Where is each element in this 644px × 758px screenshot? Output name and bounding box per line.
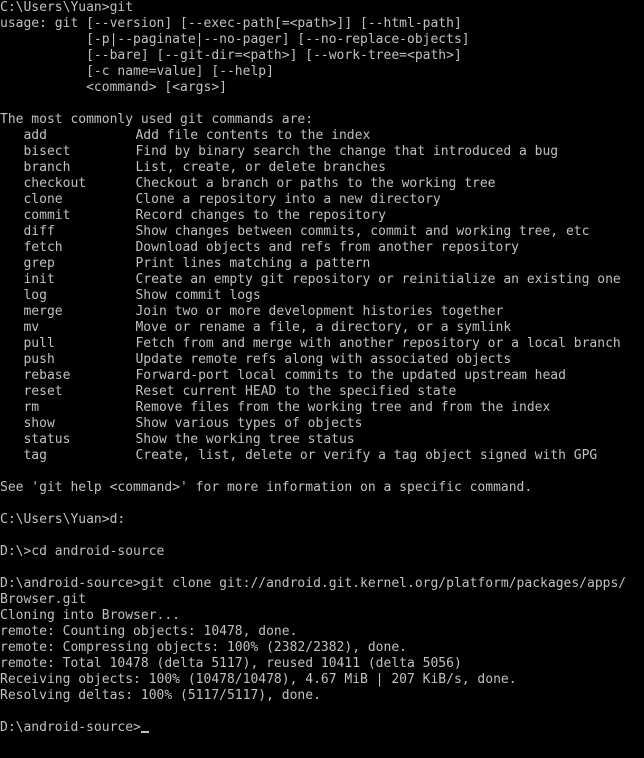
command-row [0,320,644,336]
command-row [0,176,644,192]
command-name: add [23,128,47,143]
output-block-session [0,464,644,720]
command-row [0,384,644,400]
output-line: Browser.git [0,592,87,607]
command-row [0,368,644,384]
command-description: Show changes between commits, commit and working tree, etc [135,224,590,239]
command-name: show [23,416,55,431]
output-line [0,704,644,720]
command-row [0,336,644,352]
command-row [0,224,644,240]
command-description: Record changes to the repository [135,208,386,223]
output-line [0,464,644,480]
command-row [0,272,644,288]
command-name: commit [23,208,71,223]
command-row [0,352,644,368]
command-row [0,304,644,320]
command-name: grep [23,256,55,271]
output-line: [-c name=value] [--help] [0,64,274,79]
command-description: Add file contents to the index [135,128,371,143]
command-name: branch [23,160,71,175]
command-description: Show the working tree status [135,432,355,447]
command-description: List, create, or delete branches [135,160,386,175]
command-name: rm [23,400,40,415]
output-line: Resolving deltas: 100% (5117/5117), done. [0,688,321,703]
command-description: Print lines matching a pattern [135,256,371,271]
command-name: status [23,432,71,447]
command-name: merge [23,304,63,319]
output-line: C:\Users\Yuan>git [0,0,134,15]
command-description: Download objects and refs from another repository [135,240,519,255]
command-list [0,128,644,464]
command-row [0,448,644,464]
command-description: Show various types of objects [135,416,363,431]
command-description: Update remote refs along with associated objects [135,352,512,367]
command-description: Fetch from and merge with another repository or a local branch [135,336,621,351]
command-name: diff [23,224,55,239]
command-name: log [23,288,47,303]
command-row [0,192,644,208]
output-line: [--bare] [--git-dir=<path>] [--work-tree=<path>] [0,48,462,63]
command-row [0,128,644,144]
prompt-text: D:\android-source> [0,720,141,735]
command-name: mv [23,320,40,335]
command-row [0,160,644,176]
command-name: push [23,352,55,367]
output-line [0,96,644,112]
output-line: Cloning into Browser... [0,608,181,623]
output-line: D:\android-source>git clone git://android.git.kernel.org/platform/packages/apps/ [0,576,627,591]
output-line: D:\>cd android-source [0,544,165,559]
command-row [0,432,644,448]
command-description: Create, list, delete or verify a tag object signed with GPG [135,448,598,463]
output-line: C:\Users\Yuan>d: [0,512,126,527]
command-description: Checkout a branch or paths to the working tree [135,176,496,191]
command-name: reset [23,384,63,399]
command-row [0,256,644,272]
command-row [0,400,644,416]
command-name: tag [23,448,47,463]
command-description: Reset current HEAD to the specified state [135,384,457,399]
command-description: Show commit logs [135,288,261,303]
output-line: remote: Total 10478 (delta 5117), reused 10411 (delta 5056) [0,656,462,671]
command-row [0,144,644,160]
output-line: remote: Compressing objects: 100% (2382/2382), done. [0,640,407,655]
command-name: clone [23,192,63,207]
text-cursor [141,731,149,733]
command-description: Find by binary search the change that introduced a bug [135,144,559,159]
output-line: Receiving objects: 100% (10478/10478), 4.67 MiB | 207 KiB/s, done. [0,672,517,687]
command-description: Remove files from the working tree and from the index [135,400,551,415]
command-name: fetch [23,240,63,255]
command-row [0,240,644,256]
output-line: <command> [<args>] [0,80,227,95]
command-description: Forward-port local commits to the updated upstream head [135,368,566,383]
command-row [0,288,644,304]
output-line [0,560,644,576]
command-description: Create an empty git repository or reinitialize an existing one [135,272,621,287]
output-line: [-p|--paginate|--no-pager] [--no-replace-objects] [0,32,470,47]
output-line [0,496,644,512]
command-name: pull [23,336,55,351]
output-line: usage: git [--version] [--exec-path[=<path>]] [--html-path] [0,16,462,31]
command-name: rebase [23,368,71,383]
command-description: Join two or more development histories together [135,304,504,319]
output-block-usage [0,0,644,128]
command-name: checkout [23,176,87,191]
command-name: bisect [23,144,71,159]
command-name: init [23,272,55,287]
output-line: remote: Counting objects: 10478, done. [0,624,298,639]
command-row [0,208,644,224]
command-row [0,416,644,432]
output-line: The most commonly used git commands are: [0,112,314,127]
output-line [0,528,644,544]
output-line: See 'git help <command>' for more information on a specific command. [0,480,533,495]
command-description: Clone a repository into a new directory [135,192,441,207]
command-prompt-line[interactable] [0,720,644,736]
command-description: Move or rename a file, a directory, or a symlink [135,320,512,335]
